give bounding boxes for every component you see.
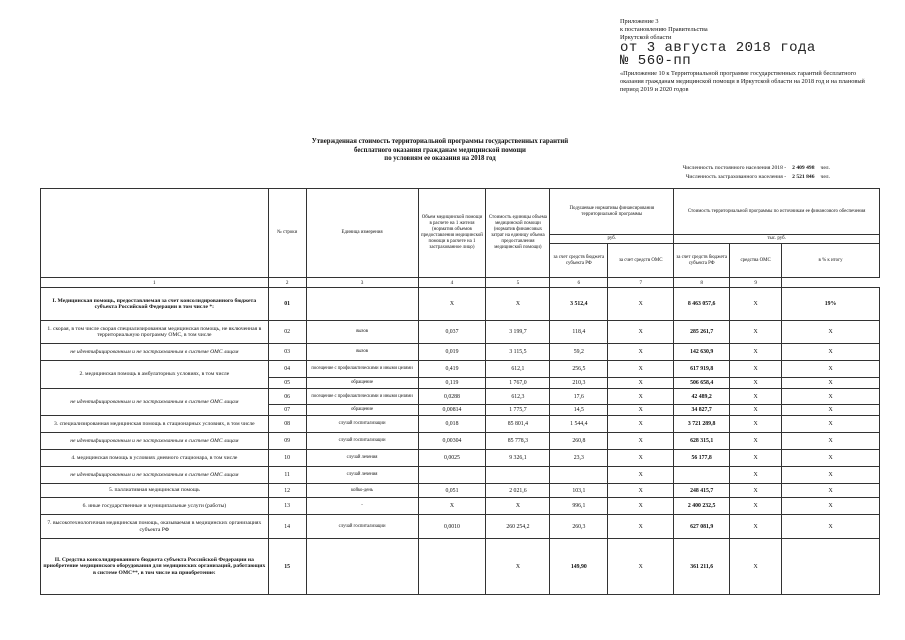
title-line-1: Утвержденная стоимость территориальной программы государственных гарантий	[311, 138, 569, 145]
header-oms-2: средства ОМС	[730, 244, 782, 278]
row-name: II. Средства консолидированного бюджета субъекта Российской Федерации на приобретение медицинского оборудования для медицинских организаций, работающих в системе ОМС**, в том числе на приобретение:	[41, 539, 269, 595]
header-pct: в % к итогу	[782, 244, 880, 278]
row-oms-per-capita: Х	[608, 361, 674, 378]
row-number: 01	[268, 288, 306, 321]
row-oms-total: Х	[730, 467, 782, 484]
row-name: не идентифицированным и не застрахованным в системе ОМС лицам	[41, 467, 269, 484]
row-volume: 0,0025	[418, 450, 486, 467]
row-unit: посещение с профилактическими и иными целями	[306, 361, 418, 378]
table-row	[41, 416, 880, 433]
row-oms-per-capita: Х	[608, 467, 674, 484]
population-insured-value: 2 521 846	[792, 174, 815, 180]
row-unit: случай лечения	[306, 450, 418, 467]
row-oms-total: Х	[730, 389, 782, 405]
row-name: не идентифицированным и не застрахованным в системе ОМС лицам	[41, 344, 269, 361]
row-budget-per-capita: 210,3	[550, 378, 608, 389]
row-cost: 9 326,1	[486, 450, 550, 467]
population-insured-label: Численность застрахованного населения -	[685, 174, 787, 180]
row-volume: 0,0010	[418, 515, 486, 539]
row-number: 10	[268, 450, 306, 467]
row-percent: Х	[782, 378, 880, 389]
document-title	[250, 138, 630, 164]
row-number: 03	[268, 344, 306, 361]
table-row	[41, 498, 880, 515]
appendix-line-2: к постановлению Правительства	[620, 26, 708, 33]
col-index-9: 9	[730, 278, 782, 288]
col-index-5: 5	[486, 278, 550, 288]
row-budget-per-capita: 256,5	[550, 361, 608, 378]
table-row	[41, 467, 880, 484]
row-budget-per-capita: 17,6	[550, 389, 608, 405]
row-number: 08	[268, 416, 306, 433]
population-permanent	[600, 164, 830, 173]
col-index-4: 4	[418, 278, 486, 288]
appendix-block	[620, 18, 880, 94]
col-index-2: 2	[268, 278, 306, 288]
row-percent: Х	[782, 484, 880, 498]
stamp-date: от 3 августа 2018 года	[620, 40, 816, 56]
col-index-8: 8	[674, 278, 730, 288]
row-budget-per-capita: 260,8	[550, 433, 608, 450]
population-permanent-value: 2 409 498	[792, 165, 815, 171]
row-oms-total: Х	[730, 450, 782, 467]
row-name: 1. скорая, в том числе скорая специализированная медицинская помощь, не включенная в территориальную программу ОМС, в том числе	[41, 321, 269, 344]
population-insured	[600, 173, 830, 182]
row-unit	[306, 539, 418, 595]
row-budget-per-capita: 149,90	[550, 539, 608, 595]
row-cost: 1 767,0	[486, 378, 550, 389]
header-thous-rub: тыс. руб.	[674, 235, 880, 244]
row-volume: 0,419	[418, 361, 486, 378]
row-name: 4. медицинская помощь в условиях дневного стационара, в том числе	[41, 450, 269, 467]
row-volume: 0,00814	[418, 405, 486, 416]
row-unit: случай госпитализации	[306, 416, 418, 433]
row-budget-per-capita: 260,3	[550, 515, 608, 539]
row-budget-total: 3 721 289,8	[674, 416, 730, 433]
header-cost: Стоимость единицы объема медицинской помощи (норматив финансовых затрат на единицу объема предоставления медицинской помощи)	[486, 189, 550, 278]
row-oms-total: Х	[730, 498, 782, 515]
row-budget-total: 42 489,2	[674, 389, 730, 405]
header-cost-by-source: Стоимость территориальной программы по источникам ее финансового обеспечения	[674, 189, 880, 235]
row-unit: вызов	[306, 344, 418, 361]
table-body	[41, 278, 880, 595]
row-oms-per-capita: Х	[608, 389, 674, 405]
row-unit: посещение с профилактическими и иными целями	[306, 389, 418, 405]
appendix-line-3: Иркутской области	[620, 34, 672, 41]
row-oms-per-capita: Х	[608, 378, 674, 389]
row-budget-per-capita: 118,4	[550, 321, 608, 344]
row-budget-per-capita: 3 512,4	[550, 288, 608, 321]
row-oms-per-capita: Х	[608, 344, 674, 361]
header-oms: за счет средств ОМС	[608, 244, 674, 278]
row-budget-total: 142 630,9	[674, 344, 730, 361]
title-line-3: по условиям ее оказания на 2018 год	[384, 155, 496, 162]
row-unit: случай лечения	[306, 467, 418, 484]
col-index-7: 7	[608, 278, 674, 288]
row-budget-total: 627 081,9	[674, 515, 730, 539]
row-number: 06	[268, 389, 306, 405]
row-budget-total: 56 177,8	[674, 450, 730, 467]
row-cost: 85 801,4	[486, 416, 550, 433]
stamp-number: № 560-пп	[620, 53, 692, 69]
row-oms-per-capita: Х	[608, 484, 674, 498]
row-number: 15	[268, 539, 306, 595]
table-row	[41, 433, 880, 450]
row-oms-per-capita: Х	[608, 515, 674, 539]
row-oms-total: Х	[730, 288, 782, 321]
row-percent: Х	[782, 321, 880, 344]
col-index-6: 6	[550, 278, 608, 288]
row-oms-per-capita: Х	[608, 416, 674, 433]
row-cost	[486, 467, 550, 484]
row-oms-per-capita: Х	[608, 321, 674, 344]
row-volume: 0,019	[418, 344, 486, 361]
population-unit: чел.	[820, 174, 830, 180]
row-cost: 612,1	[486, 361, 550, 378]
row-oms-total: Х	[730, 344, 782, 361]
row-name: 7. высокотехнологичная медицинская помощь, оказываемая в медицинских организациях субъекта РФ	[41, 515, 269, 539]
row-oms-total: Х	[730, 416, 782, 433]
row-number: 04	[268, 361, 306, 378]
table-row	[41, 321, 880, 344]
row-budget-per-capita: 996,1	[550, 498, 608, 515]
row-number: 12	[268, 484, 306, 498]
row-percent: Х	[782, 389, 880, 405]
row-percent: Х	[782, 433, 880, 450]
row-cost: Х	[486, 498, 550, 515]
row-budget-total: 628 315,1	[674, 433, 730, 450]
row-percent: Х	[782, 450, 880, 467]
header-unit: Единица измерения	[306, 189, 418, 278]
row-cost: 85 778,3	[486, 433, 550, 450]
header-empty	[41, 189, 269, 278]
col-index-1: 1	[41, 278, 269, 288]
table-row	[41, 288, 880, 321]
row-budget-per-capita: 14,5	[550, 405, 608, 416]
row-budget-total: 248 415,7	[674, 484, 730, 498]
header-budget-2: за счет средств бюджета субъекта РФ	[674, 244, 730, 278]
header-per-capita: Подушевые нормативы финансирования территориальной программы	[550, 189, 674, 235]
row-budget-total: 506 658,4	[674, 378, 730, 389]
row-cost: Х	[486, 539, 550, 595]
appendix-note: «Приложение 10 к Территориальной программе государственных гарантий бесплатного оказания гражданам медицинской помощи в Иркутской области на 2018 год и на плановый период 2019 и 2020 годов	[620, 70, 865, 93]
row-oms-per-capita: Х	[608, 498, 674, 515]
row-budget-total: 285 261,7	[674, 321, 730, 344]
row-unit: случай госпитализации	[306, 433, 418, 450]
row-percent	[782, 539, 880, 595]
row-volume: 0,037	[418, 321, 486, 344]
population-unit: чел.	[820, 165, 830, 171]
row-cost: Х	[486, 288, 550, 321]
population-block	[600, 164, 830, 182]
row-percent: Х	[782, 416, 880, 433]
row-oms-total: Х	[730, 321, 782, 344]
row-budget-per-capita	[550, 467, 608, 484]
row-budget-per-capita: 23,3	[550, 450, 608, 467]
row-name: 3. специализированная медицинская помощь в стационарных условиях, в том числе	[41, 416, 269, 433]
row-unit: -	[306, 498, 418, 515]
row-volume: 0,00304	[418, 433, 486, 450]
column-index-row	[41, 278, 880, 288]
row-percent: Х	[782, 498, 880, 515]
row-budget-total: 34 827,7	[674, 405, 730, 416]
row-percent: Х	[782, 344, 880, 361]
row-oms-total: Х	[730, 433, 782, 450]
row-oms-per-capita: Х	[608, 539, 674, 595]
row-oms-total: Х	[730, 361, 782, 378]
row-name: не идентифицированным и не застрахованным в системе ОМС лицам	[41, 389, 269, 416]
header-num: № строки	[268, 189, 306, 278]
row-volume	[418, 539, 486, 595]
row-cost: 3 115,5	[486, 344, 550, 361]
row-volume: 0,018	[418, 416, 486, 433]
row-number: 13	[268, 498, 306, 515]
row-number: 02	[268, 321, 306, 344]
row-oms-per-capita: Х	[608, 288, 674, 321]
row-volume: 0,0288	[418, 389, 486, 405]
table-row	[41, 344, 880, 361]
row-oms-per-capita: Х	[608, 433, 674, 450]
row-cost: 1 775,7	[486, 405, 550, 416]
row-unit	[306, 288, 418, 321]
row-unit: вызов	[306, 321, 418, 344]
population-permanent-label: Численность постоянного населения 2018 -	[682, 165, 787, 171]
row-oms-total: Х	[730, 405, 782, 416]
row-name: 6. иные государственные и муниципальные услуги (работы)	[41, 498, 269, 515]
row-unit: обращение	[306, 405, 418, 416]
title-line-2: бесплатного оказания гражданам медицинской помощи	[354, 146, 526, 154]
table-row	[41, 450, 880, 467]
row-name: 2. медицинская помощь в амбулаторных условиях, в том числе	[41, 361, 269, 389]
row-volume: 0,119	[418, 378, 486, 389]
row-oms-total: Х	[730, 484, 782, 498]
row-volume	[418, 467, 486, 484]
row-budget-total: 361 211,6	[674, 539, 730, 595]
row-cost: 2 021,6	[486, 484, 550, 498]
table-row	[41, 515, 880, 539]
row-volume: Х	[418, 288, 486, 321]
row-percent: Х	[782, 467, 880, 484]
row-budget-total	[674, 467, 730, 484]
row-name: I. Медицинская помощь, предоставляемая за счет консолидированного бюджета субъекта Российской Федерации в том числе *:	[41, 288, 269, 321]
row-number: 09	[268, 433, 306, 450]
row-volume: 0,051	[418, 484, 486, 498]
row-budget-per-capita: 103,1	[550, 484, 608, 498]
row-name: не идентифицированным и не застрахованным в системе ОМС лицам	[41, 433, 269, 450]
row-name: 5. паллиативная медицинская помощь	[41, 484, 269, 498]
row-percent: Х	[782, 405, 880, 416]
cost-table	[40, 188, 880, 595]
table-row	[41, 361, 880, 378]
row-oms-total: Х	[730, 378, 782, 389]
col-index-3: 3	[306, 278, 418, 288]
row-oms-per-capita: Х	[608, 450, 674, 467]
row-number: 11	[268, 467, 306, 484]
table-row	[41, 484, 880, 498]
row-percent: 19%	[782, 288, 880, 321]
row-percent: Х	[782, 515, 880, 539]
row-unit: случай госпитализации	[306, 515, 418, 539]
row-budget-per-capita: 59,2	[550, 344, 608, 361]
row-unit: обращение	[306, 378, 418, 389]
header-budget: за счет средств бюджета субъекта РФ	[550, 244, 608, 278]
appendix-line-1: Приложение 3	[620, 18, 659, 25]
row-budget-total: 617 919,8	[674, 361, 730, 378]
row-number: 14	[268, 515, 306, 539]
row-oms-total: Х	[730, 539, 782, 595]
row-cost: 260 254,2	[486, 515, 550, 539]
header-volume: Объем медицинской помощи в расчете на 1 жителя (норматив объемов предоставления медицинской помощи в расчете на 1 застрахованное лицо)	[418, 189, 486, 278]
header-rub: руб.	[550, 235, 674, 244]
row-budget-total: 2 400 232,5	[674, 498, 730, 515]
row-budget-per-capita: 1 544,4	[550, 416, 608, 433]
table-row	[41, 539, 880, 595]
row-oms-total: Х	[730, 515, 782, 539]
row-percent: Х	[782, 361, 880, 378]
row-cost: 3 199,7	[486, 321, 550, 344]
table-row	[41, 389, 880, 405]
row-volume: Х	[418, 498, 486, 515]
row-cost: 612,3	[486, 389, 550, 405]
row-budget-total: 8 463 057,6	[674, 288, 730, 321]
row-number: 05	[268, 378, 306, 389]
row-oms-per-capita: Х	[608, 405, 674, 416]
row-unit: койко-день	[306, 484, 418, 498]
row-number: 07	[268, 405, 306, 416]
